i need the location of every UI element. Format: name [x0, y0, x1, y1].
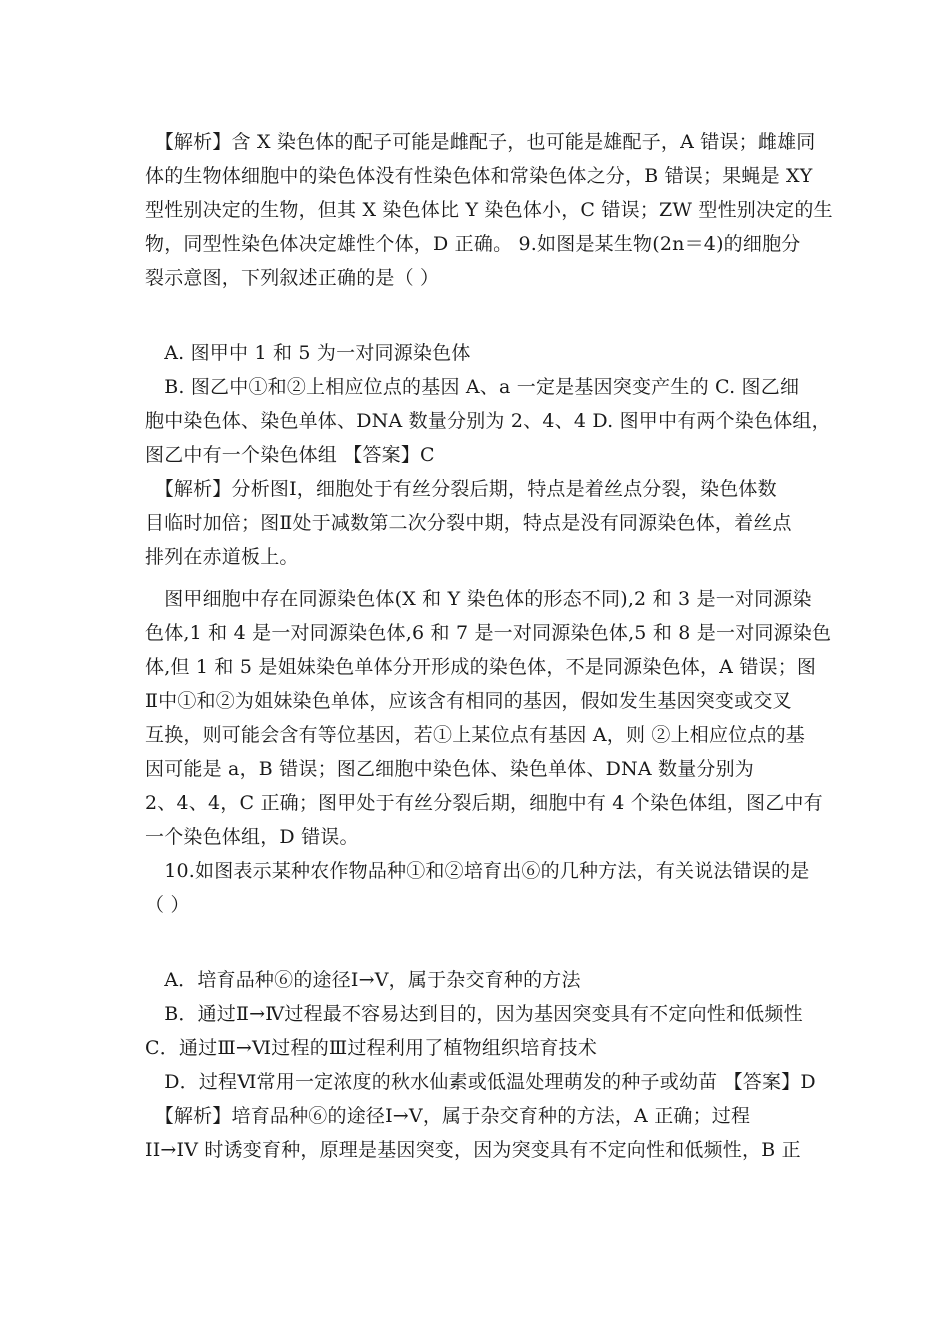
text-line: 排列在赤道板上。: [145, 546, 299, 568]
text-line: 【解析】培育品种⑥的途径Ⅰ→V，属于杂交育种的方法，A 正确；过程: [145, 1105, 751, 1127]
text-line: 2、4、4，C 正确；图甲处于有丝分裂后期，细胞中有 4 个染色体组，图乙中有: [145, 792, 823, 814]
text-line: 图甲细胞中存在同源染色体(X 和 Y 染色体的形态不同),2 和 3 是一对同源染: [145, 588, 812, 610]
text-line: 物，同型性染色体决定雄性个体，D 正确。 9.如图是某生物(2n＝4)的细胞分: [145, 233, 801, 255]
text-line: 互换，则可能会含有等位基因，若①上某位点有基因 A，则 ②上相应位点的基: [145, 724, 806, 746]
text-line: 【解析】分析图Ⅰ，细胞处于有丝分裂后期，特点是着丝点分裂，染色体数: [145, 478, 777, 500]
text-line: 裂示意图，下列叙述正确的是（ ）: [145, 267, 440, 289]
text-line: D．过程Ⅵ常用一定浓度的秋水仙素或低温处理萌发的种子或幼苗 【答案】D: [145, 1071, 816, 1093]
text-line: （ ）: [145, 894, 190, 916]
text-line: A. 图甲中 1 和 5 为一对同源染色体: [145, 342, 471, 364]
text-line: II→IV 时诱变育种，原理是基因突变，因为突变具有不定向性和低频性，B 正: [145, 1139, 801, 1161]
text-line: 型性别决定的生物，但其 X 染色体比 Y 染色体小，C 错误；ZW 型性别决定的生: [145, 199, 833, 221]
text-line: B．通过Ⅱ→Ⅳ过程最不容易达到目的，因为基因突变具有不定向性和低频性: [145, 1003, 803, 1025]
text-line: Ⅱ中①和②为姐妹染色单体，应该含有相同的基因，假如发生基因突变或交叉: [145, 690, 792, 712]
text-line: 图乙中有一个染色体组 【答案】C: [145, 444, 435, 466]
text-line: 因可能是 a，B 错误；图乙细胞中染色体、染色单体、DNA 数量分别为: [145, 758, 754, 780]
text-line: 体的生物体细胞中的染色体没有性染色体和常染色体之分，B 错误；果蝇是 XY: [145, 165, 813, 187]
text-line: A．培育品种⑥的途径Ⅰ→V，属于杂交育种的方法: [145, 969, 581, 991]
text-line: 色体,1 和 4 是一对同源染色体,6 和 7 是一对同源染色体,5 和 8 是一对同源染色: [145, 622, 832, 644]
text-line: 一个染色体组，D 错误。: [145, 826, 359, 848]
text-line: 【解析】含 X 染色体的配子可能是雌配子，也可能是雄配子，A 错误；雌雄同: [145, 131, 816, 153]
text-line: B. 图乙中①和②上相应位点的基因 A、a 一定是基因突变产生的 C. 图乙细: [145, 376, 800, 398]
text-line: 目临时加倍；图Ⅱ处于减数第二次分裂中期，特点是没有同源染色体，着丝点: [145, 512, 792, 534]
text-line: 胞中染色体、染色单体、DNA 数量分别为 2、4、4 D. 图甲中有两个染色体组，: [145, 410, 831, 432]
text-line: 体,但 1 和 5 是姐妹染色单体分开形成的染色体，不是同源染色体，A 错误；图: [145, 656, 817, 678]
text-line: 10.如图表示某种农作物品种①和②培育出⑥的几种方法，有关说法错误的是: [145, 860, 810, 882]
text-line: C．通过Ⅲ→Ⅵ过程的Ⅲ过程利用了植物组织培育技术: [145, 1037, 598, 1059]
